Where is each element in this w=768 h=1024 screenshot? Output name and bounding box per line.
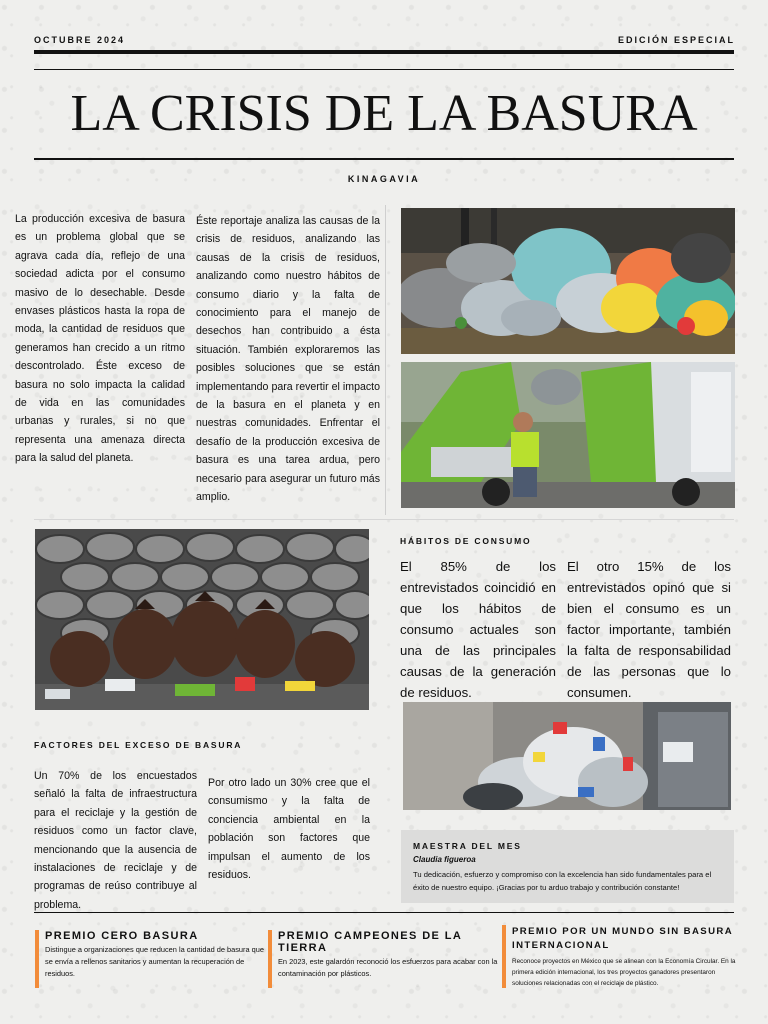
page-title: LA CRISIS DE LA BASURA (70, 85, 698, 142)
garbage-truck-photo (401, 362, 735, 508)
award-mundo-sin-basura (502, 925, 736, 988)
award-text: Distingue a organizaciones que reducen la cantidad de basura que se envía a rellenos sanitarios y aumentan la recuperación de residuos. (45, 945, 264, 978)
section-divider (34, 519, 734, 520)
maestra-name: Claudia figueroa (413, 855, 476, 864)
award-title: PREMIO POR UN MUNDO SIN BASURA INTERNACIONAL (512, 926, 733, 951)
habitos-column-1: El 85% de los entrevistados coincidió en que los hábitos de consumo actuales son una de las principales causas de la generación de residuos. (400, 559, 556, 700)
column-divider (385, 205, 386, 515)
edition-label: EDICIÓN ESPECIAL (617, 35, 735, 45)
maestra-text: Tu dedicación, esfuerzo y compromiso con la excelencia han sido fundamentales para el éxito de nuestro equipo. ¡Gracias por tu arduo trabajo y contribución constante! (413, 870, 712, 892)
title-rule-top (34, 69, 734, 70)
illustrated-trash-photo (35, 529, 369, 710)
habitos-column-2: El otro 15% de los entrevistados opinó que si bien el consumo es un factor importante, también la falta de responsabilidad de las personas que lo consumen. (567, 559, 731, 700)
trash-bags-photo (401, 208, 735, 354)
award-text: Reconoce proyectos en México que se alinean con la Economía Circular. En la primera edición internacional, los tres proyectos ganadores presentaron soluciones relacionadas con el reciclaje de plástico. (512, 958, 736, 987)
top-rule (34, 50, 734, 54)
award-title: PREMIO CERO BASURA (45, 930, 199, 942)
maestra-heading: MAESTRA DEL MES (413, 841, 522, 851)
byline: KINAGAVIA (347, 174, 421, 184)
award-campeones-tierra (268, 930, 501, 988)
title-rule-bottom (34, 158, 734, 160)
award-text: En 2023, este galardón reconoció los esfuerzos para acabar con la contaminación por plásticos. (278, 957, 498, 978)
intro-column-1: La producción excesiva de basura es un problema global que se agrava cada día, reflejo de una sociedad adicta por el consumo masivo de lo desechable. Desde envases plásticos hasta la ropa de moda, la cantidad de residuos que generamos han crecido a un ritmo descontrolado. Éste exceso de basura no solo impacta la calidad de vida en las comunidades urbanas y rurales, si no que representa una amenaza directa para la salud del planeta. (15, 213, 185, 465)
factores-heading: FACTORES DEL EXCESO DE BASURA (34, 740, 243, 750)
intro-column-2: Éste reportaje analiza las causas de la crisis de residuos, analizando las causas de la crisis de residuos, analizando como nuestro hábitos de consumo diario y la falta de conocimiento para el manejo de desechos han contribuido a ésta situación. También exploraremos las posibles soluciones que se están implementando para revertir el impacto de la basura en el planeta y en nuestras comunidades. Enfrentar el desafío de la producción excesiva de basura es una tarea ardua, pero necesario para asegurar un futuro más amplio. (196, 215, 380, 504)
award-title: PREMIO CAMPEONES DE LA TIERRA (278, 930, 462, 954)
factores-column-1: Un 70% de los encuestados señaló la falta de infraestructura para el reciclaje y la gestión de residuos como un factor clave, mencionando que la ausencia de instalaciones de reciclaje y de programas de reúso contribuye al problema. (34, 770, 197, 911)
award-cero-basura (35, 930, 267, 988)
issue-date: OCTUBRE 2024 (34, 35, 126, 45)
awards-rule (34, 912, 734, 913)
street-garbage-photo (403, 702, 731, 810)
factores-column-2: Por otro lado un 30% cree que el consumismo y la falta de conciencia ambiental en la población son factores que impulsan el aumento de los residuos. (208, 777, 370, 882)
habitos-heading: HÁBITOS DE CONSUMO (400, 536, 532, 546)
maestra-box (401, 830, 734, 903)
